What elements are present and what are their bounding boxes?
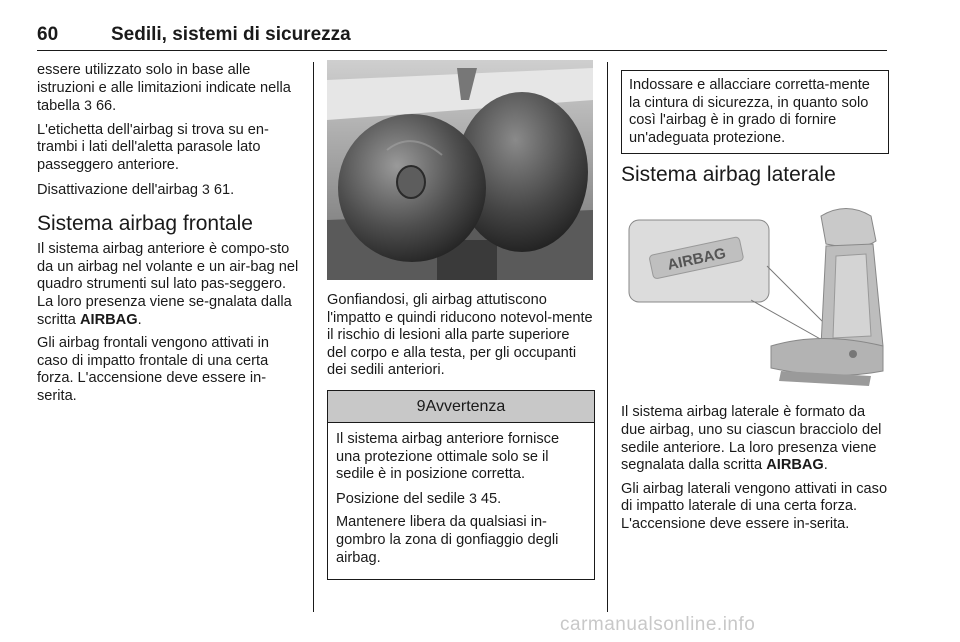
airbag-label-text: AIRBAG bbox=[766, 457, 824, 474]
column-left bbox=[37, 62, 299, 412]
header-rule bbox=[37, 50, 887, 51]
paragraph: Il sistema airbag anteriore fornisce una protezione ottimale solo se il sedile è in posizione corretta. bbox=[336, 430, 560, 483]
paragraph: Mantenere libera da qualsiasi in-gombro la zona di gonfiaggio degli airbag. bbox=[336, 514, 559, 566]
figure-caption: Gonfiandosi, gli airbag attutiscono l'impatto e quindi riducono notevol-mente il rischio di lesioni alla parte superiore del corpo e alla testa, per gli occupanti dei sedili anteriori. bbox=[327, 292, 593, 379]
warning-title: Avvertenza bbox=[425, 397, 506, 415]
watermark: carmanualsonline.info bbox=[560, 614, 756, 635]
warning-body bbox=[328, 423, 594, 579]
seat-illustration bbox=[621, 196, 889, 396]
paragraph: Gli airbag laterali vengono attivati in caso di impatto laterale di una certa forza. L'accensione deve essere in-serita. bbox=[621, 480, 888, 532]
reference-arrow-icon: 3 bbox=[469, 489, 477, 506]
side-airbag-seat-illustration bbox=[621, 196, 889, 396]
column-divider bbox=[313, 62, 314, 612]
paragraph: Il sistema airbag laterale è formato da due airbag, uno su ciascun bracciolo del sedile anteriore. La loro presenza viene segnalata dalla scritta AIRBAG. bbox=[621, 404, 882, 474]
paragraph: Disattivazione dell'airbag 3 61. bbox=[37, 180, 235, 198]
column-right bbox=[621, 62, 889, 540]
section-heading: Sistema airbag frontale bbox=[37, 212, 253, 236]
section-heading: Sistema airbag laterale bbox=[621, 163, 836, 187]
paragraph: L'etichetta dell'airbag si trova su en-trambi i lati dell'aletta parasole lato passeggero anteriore. bbox=[37, 121, 269, 173]
page-reference[interactable]: 66. bbox=[95, 98, 117, 115]
paragraph: Posizione del sedile 3 45. bbox=[336, 489, 502, 507]
column-middle bbox=[327, 62, 593, 580]
notice-box: Indossare e allacciare corretta-mente la cintura di sicurezza, in quanto solo così l'airbag è in grado di fornire un'adeguata protezione. bbox=[621, 70, 889, 154]
front-airbag-photo bbox=[327, 60, 593, 280]
running-title: Sedili, sistemi di sicurezza bbox=[111, 24, 351, 45]
airbag-label-text: AIRBAG bbox=[665, 245, 728, 275]
reference-arrow-icon: 3 bbox=[202, 180, 210, 197]
paragraph: essere utilizzato solo in base alle istruzioni e alle limitazioni indicate nella tabella 3 66. bbox=[37, 62, 291, 115]
column-divider bbox=[607, 62, 608, 612]
page-reference[interactable]: 61. bbox=[213, 181, 235, 198]
page-reference[interactable]: 45. bbox=[480, 490, 502, 507]
reference-arrow-icon: 3 bbox=[84, 97, 92, 114]
page-header bbox=[37, 24, 887, 52]
paragraph: Il sistema airbag anteriore è compo-sto da un airbag nel volante e un air-bag nel quadro strumenti sul lato pas-seggero. La loro presenza viene se-gnalata dalla scritta AIRBAG. bbox=[37, 241, 299, 328]
warning-box bbox=[327, 390, 595, 580]
front-airbags-illustration bbox=[327, 60, 593, 280]
warning-header bbox=[328, 391, 594, 423]
warning-icon: 9 bbox=[416, 397, 426, 415]
paragraph: Gli airbag frontali vengono attivati in caso di impatto frontale di una certa forza. L'accensione deve essere in-serita. bbox=[37, 335, 270, 404]
page-number: 60 bbox=[37, 24, 59, 45]
airbag-label-text: AIRBAG bbox=[79, 311, 138, 328]
